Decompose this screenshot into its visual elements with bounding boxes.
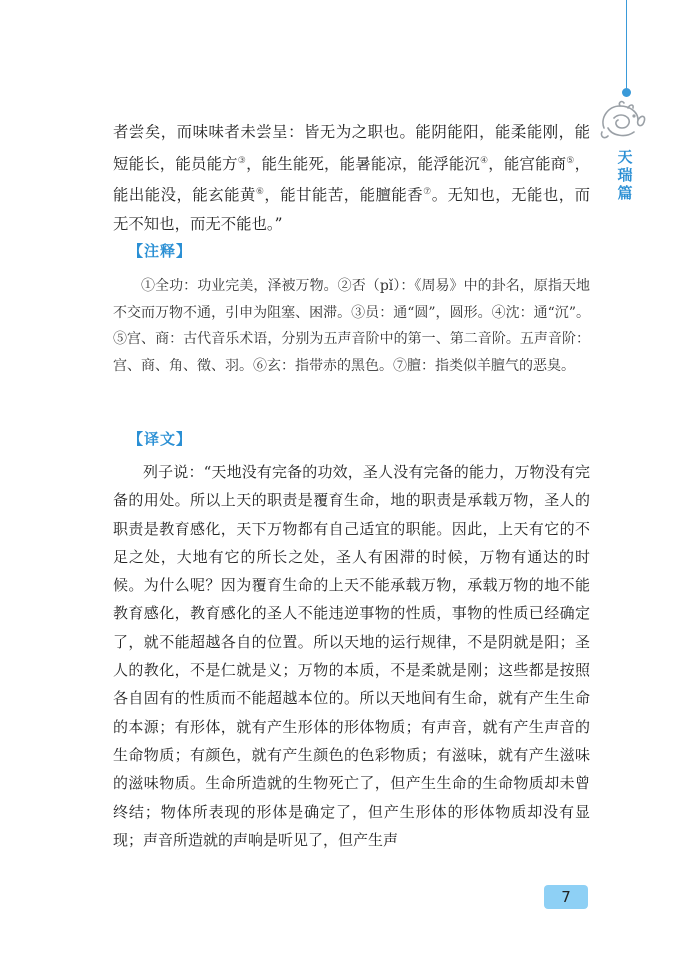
- translation-paragraph: 列子说：“天地没有完备的功效，圣人没有完备的能力，万物没有完备的用处。所以上天的职责是覆育生命，地的职责是承载万物，圣人的职责是教育感化，天下万物都有自己适宜的职能。因此，上天有它的不足之处，大地有它的所长之处，圣人有困滞的时候，万物有通达的时候。为什么呢？因为覆育生命的上天不能承载万物，承载万物的地不能教育感化，教育感化的圣人不能违逆事物的性质，事物的性质已经确定了，就不能超越各自的位置。所以天地的运行规律，不是阴就是阳；圣人的教化，不是仁就是义；万物的本质，不是柔就是刚；这些都是按照各自固有的性质而不能超越本位的。所以天地间有生命，就有产生生命的本源；有形体，就有产生形体的形体物质；有声音，就有产生声音的生命物质；有颜色，就有产生颜色的色彩物质；有滋味，就有产生滋味的滋味物质。生命所造就的生物死亡了，但产生生命的生命物质却未曾终结；物体所表现的形体是确定了，但产生形体的形体物质却没有显现；声音所造就的声响是听见了，但产生声: [113, 463, 590, 849]
- original-text-segment: ，能宫能商: [488, 154, 567, 173]
- original-text-segment: 者尝矣，而味味者未尝呈：皆无为之职也。能阴能阳，能柔能刚，能短能长，能员能方: [113, 123, 590, 173]
- original-text-segment: ，能出能没，能玄能黄: [113, 154, 590, 205]
- decorative-dot: [622, 88, 631, 97]
- footnote-ref: ⑦: [423, 187, 432, 198]
- chapter-title-char: 篇: [617, 184, 633, 202]
- original-text-segment: 。无知也，无能也，而无不知也，而无不能也。”: [113, 186, 590, 234]
- chapter-title-char: 瑞: [617, 166, 633, 184]
- decorative-vertical-line: [626, 0, 627, 92]
- chapter-title-vertical: [614, 148, 636, 202]
- footnote-ref: ④: [480, 155, 489, 166]
- original-text-paragraph: [113, 118, 590, 239]
- footnote-ref: ⑤: [566, 155, 575, 166]
- footnote-ref: ③: [237, 155, 247, 166]
- notes-heading: 【注释】: [128, 242, 193, 260]
- footnote-ref: ⑥: [255, 187, 265, 198]
- dragon-emblem-icon: [598, 98, 648, 142]
- translation-heading: 【译文】: [128, 430, 193, 448]
- original-text-segment: ，能甘能苦，能膻能香: [264, 186, 424, 205]
- page-number: 7: [544, 885, 588, 909]
- original-text-segment: ，能生能死，能暑能凉，能浮能沉: [246, 154, 481, 173]
- chapter-title-char: 天: [617, 148, 633, 166]
- notes-paragraph: ①全功：功业完美，泽被万物。②否（pǐ）：《周易》中的卦名，原指天地不交而万物不通，引申为阻塞、困滞。③员：通“圆”，圆形。④沈：通“沉”。⑤宫、商：古代音乐术语，分别为五声音阶中的第一、第二音阶。五声音阶：宫、商、角、徵、羽。⑥玄：指带赤的黑色。⑦膻：指类似羊膻气的恶臭。: [113, 278, 590, 374]
